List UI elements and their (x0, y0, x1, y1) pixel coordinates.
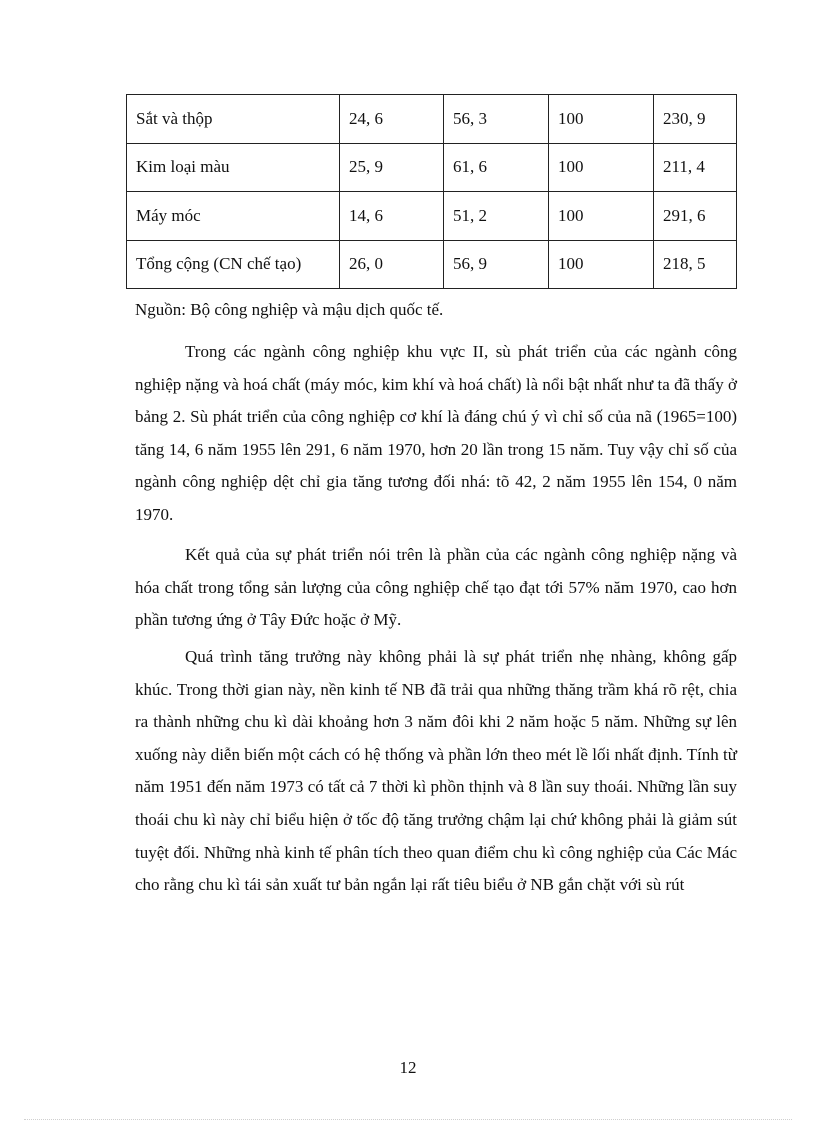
table-cell: 56, 3 (444, 95, 549, 144)
paragraph-text: Quá trình tăng trưởng này không phải là sự phát triển nhẹ nhàng, không gấp khúc. Trong thời gian này, nền kinh tế NB đã trải qua những thăng trầm khá rõ rệt, chia ra thành những chu kì dài khoảng hơn 3 năm đôi khi 2 năm hoặc 5 năm. Những sự lên xuống này diễn biến một cách có hệ thống và phần lớn theo mét lề lối nhất định. Tính từ năm 1951 đến năm 1973 có tất cả 7 thời kì phồn thịnh và 8 lần suy thoái. Những lần suy thoái chu kì này chỉ biểu hiện ở tốc độ tăng trưởng chậm lại chứ không phải là giảm sút tuyệt đối. Những nhà kinh tế phân tích theo quan điểm chu kì công nghiệp của Các Mác cho rằng chu kì tái sản xuất tư bản ngắn lại rất tiêu biểu ở NB gắn chặt với sù rút (135, 647, 737, 895)
paragraph-text: Trong các ngành công nghiệp khu vực II, sù phát triển của các ngành công nghiệp nặng và hoá chất (máy móc, kim khí và hoá chất) là nổi bật nhất như ta đã thấy ở bảng 2. Sù phát triển của công nghiệp cơ khí là đáng chú ý vì chỉ số của nã (1965=100) tăng 14, 6 năm 1955 lên 291, 6 năm 1970, hơn 20 lần trong 15 năm. Tuy vậy chỉ số của ngành công nghiệp dệt chỉ gia tăng tương đối nhá: tõ 42, 2 năm 1955 lên 154, 0 năm 1970. (135, 342, 737, 524)
table-cell: 56, 9 (444, 240, 549, 289)
table-cell: 26, 0 (340, 240, 444, 289)
table-cell: 100 (549, 192, 654, 241)
page-number: 12 (399, 1058, 417, 1077)
table-cell: Tổng cộng (CN chế tạo) (127, 240, 340, 289)
table-row (127, 240, 737, 289)
table-cell: 14, 6 (340, 192, 444, 241)
table-cell: 100 (549, 240, 654, 289)
table-cell: 51, 2 (444, 192, 549, 241)
table-cell: 100 (549, 143, 654, 192)
body-paragraph (135, 641, 737, 902)
table-cell: 25, 9 (340, 143, 444, 192)
body-paragraph (135, 336, 737, 532)
table-cell: 291, 6 (654, 192, 737, 241)
table-cell: 24, 6 (340, 95, 444, 144)
table-row (127, 143, 737, 192)
table-cell: Máy móc (127, 192, 340, 241)
table-source-note: Nguồn: Bộ công nghiệp và mậu dịch quốc tế. (135, 300, 444, 319)
table-row (127, 192, 737, 241)
paragraph-text: Kết quả của sự phát triển nói trên là phần của các ngành công nghiệp nặng và hóa chất trong tổng sản lượng của công nghiệp chế tạo đạt tới 57% năm 1970, cao hơn phần tương ứng ở Tây Đức hoặc ở Mỹ. (135, 545, 737, 630)
table-cell: 100 (549, 95, 654, 144)
table-cell: Kim loại màu (127, 143, 340, 192)
table-cell: 230, 9 (654, 95, 737, 144)
table-row (127, 95, 737, 144)
body-paragraph (135, 539, 737, 637)
table-cell: 61, 6 (444, 143, 549, 192)
table-cell: 218, 5 (654, 240, 737, 289)
industry-index-table (126, 94, 737, 289)
table-cell: 211, 4 (654, 143, 737, 192)
table-cell: Sắt và thộp (127, 95, 340, 144)
page-bottom-rule (24, 1119, 792, 1120)
